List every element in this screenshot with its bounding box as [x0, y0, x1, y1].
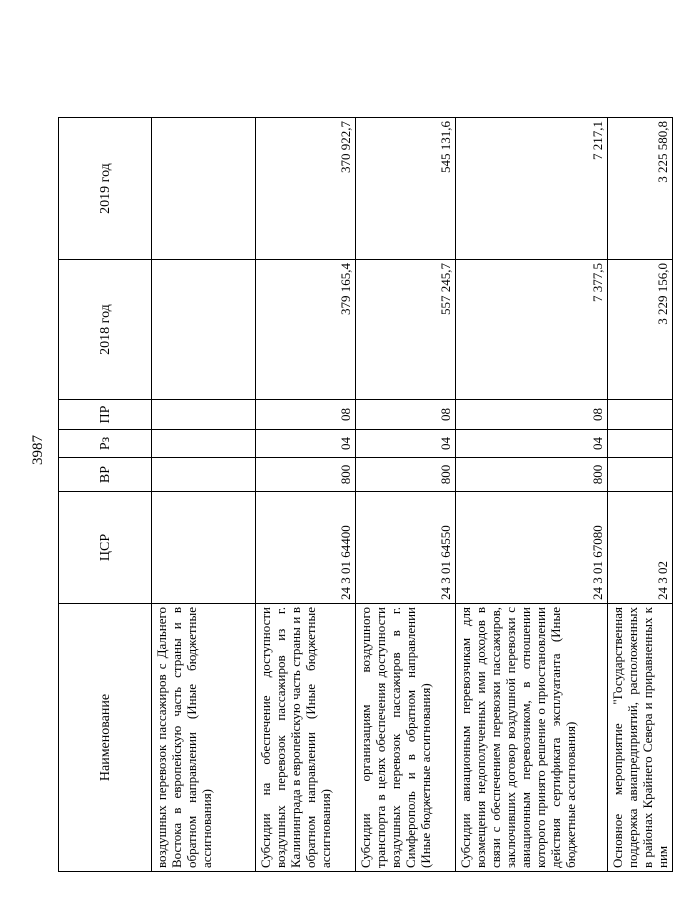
table-row [456, 118, 608, 872]
table-row [152, 118, 256, 872]
row-csr: 24 3 01 67080 [456, 492, 608, 604]
row-vr: 800 [456, 458, 608, 492]
row-2019: 545 131,6 [356, 118, 456, 260]
table-header-row [59, 118, 152, 872]
row-name: Субсидии авиационным перевозчикам для возмещения недополученных ими доходов в связи с обеспечением перевозки пассажиров, заключивших договор воздушной перевозки с авиационным перевозчиком, в отношении которого принято решение о приостановлении действия сертификата эксплуатанта (Иные бюджетные ассигнования) [456, 604, 608, 872]
row-pr: 08 [356, 400, 456, 430]
header-rz: Рз [59, 430, 152, 458]
row-2019: 7 217,1 [456, 118, 608, 260]
row-vr [152, 458, 256, 492]
row-2018 [152, 260, 256, 400]
table-row [256, 118, 356, 872]
row-rz [608, 430, 673, 458]
row-csr: 24 3 02 [608, 492, 673, 604]
header-csr: ЦСР [59, 492, 152, 604]
table-row [356, 118, 456, 872]
header-vr: ВР [59, 458, 152, 492]
row-rz: 04 [256, 430, 356, 458]
row-name: Основное мероприятие "Государственная поддержка авиапредприятий, расположенных в районах Крайнего Севера и приравненных к ним [608, 604, 673, 872]
header-2018: 2018 год [59, 260, 152, 400]
row-pr [152, 400, 256, 430]
row-name: Субсидии организациям воздушного транспорта в целях обеспечения доступности воздушных перевозок пассажиров в г. Симферополь и в обратном направлении (Иные бюджетные ассигнования) [356, 604, 456, 872]
row-rz: 04 [456, 430, 608, 458]
row-pr: 08 [456, 400, 608, 430]
row-2019: 3 225 580,8 [608, 118, 673, 260]
page-number: 3987 [30, 435, 46, 465]
row-csr [152, 492, 256, 604]
header-name: Наименование [59, 604, 152, 872]
row-vr [608, 458, 673, 492]
row-csr: 24 3 01 64550 [356, 492, 456, 604]
row-2018: 3 229 156,0 [608, 260, 673, 400]
row-2019: 370 922,7 [256, 118, 356, 260]
row-name: Субсидии на обеспечение доступности воздушных перевозок пассажиров из г. Калининграда в европейскую часть страны и в обратном направлении (Иные бюджетные ассигнования) [256, 604, 356, 872]
header-2019: 2019 год [59, 118, 152, 260]
row-2018: 557 245,7 [356, 260, 456, 400]
row-vr: 800 [356, 458, 456, 492]
row-pr [608, 400, 673, 430]
row-csr: 24 3 01 64400 [256, 492, 356, 604]
row-2018: 7 377,5 [456, 260, 608, 400]
table-row [608, 118, 673, 872]
row-rz: 04 [356, 430, 456, 458]
row-2018: 379 165,4 [256, 260, 356, 400]
row-vr: 800 [256, 458, 356, 492]
row-2019 [152, 118, 256, 260]
header-pr: ПР [59, 400, 152, 430]
row-pr: 08 [256, 400, 356, 430]
row-rz [152, 430, 256, 458]
budget-table [58, 117, 673, 872]
row-name: воздушных перевозок пассажиров с Дальнего Востока в европейскую часть страны и в обратном направлении (Иные бюджетные ассигнования) [152, 604, 256, 872]
